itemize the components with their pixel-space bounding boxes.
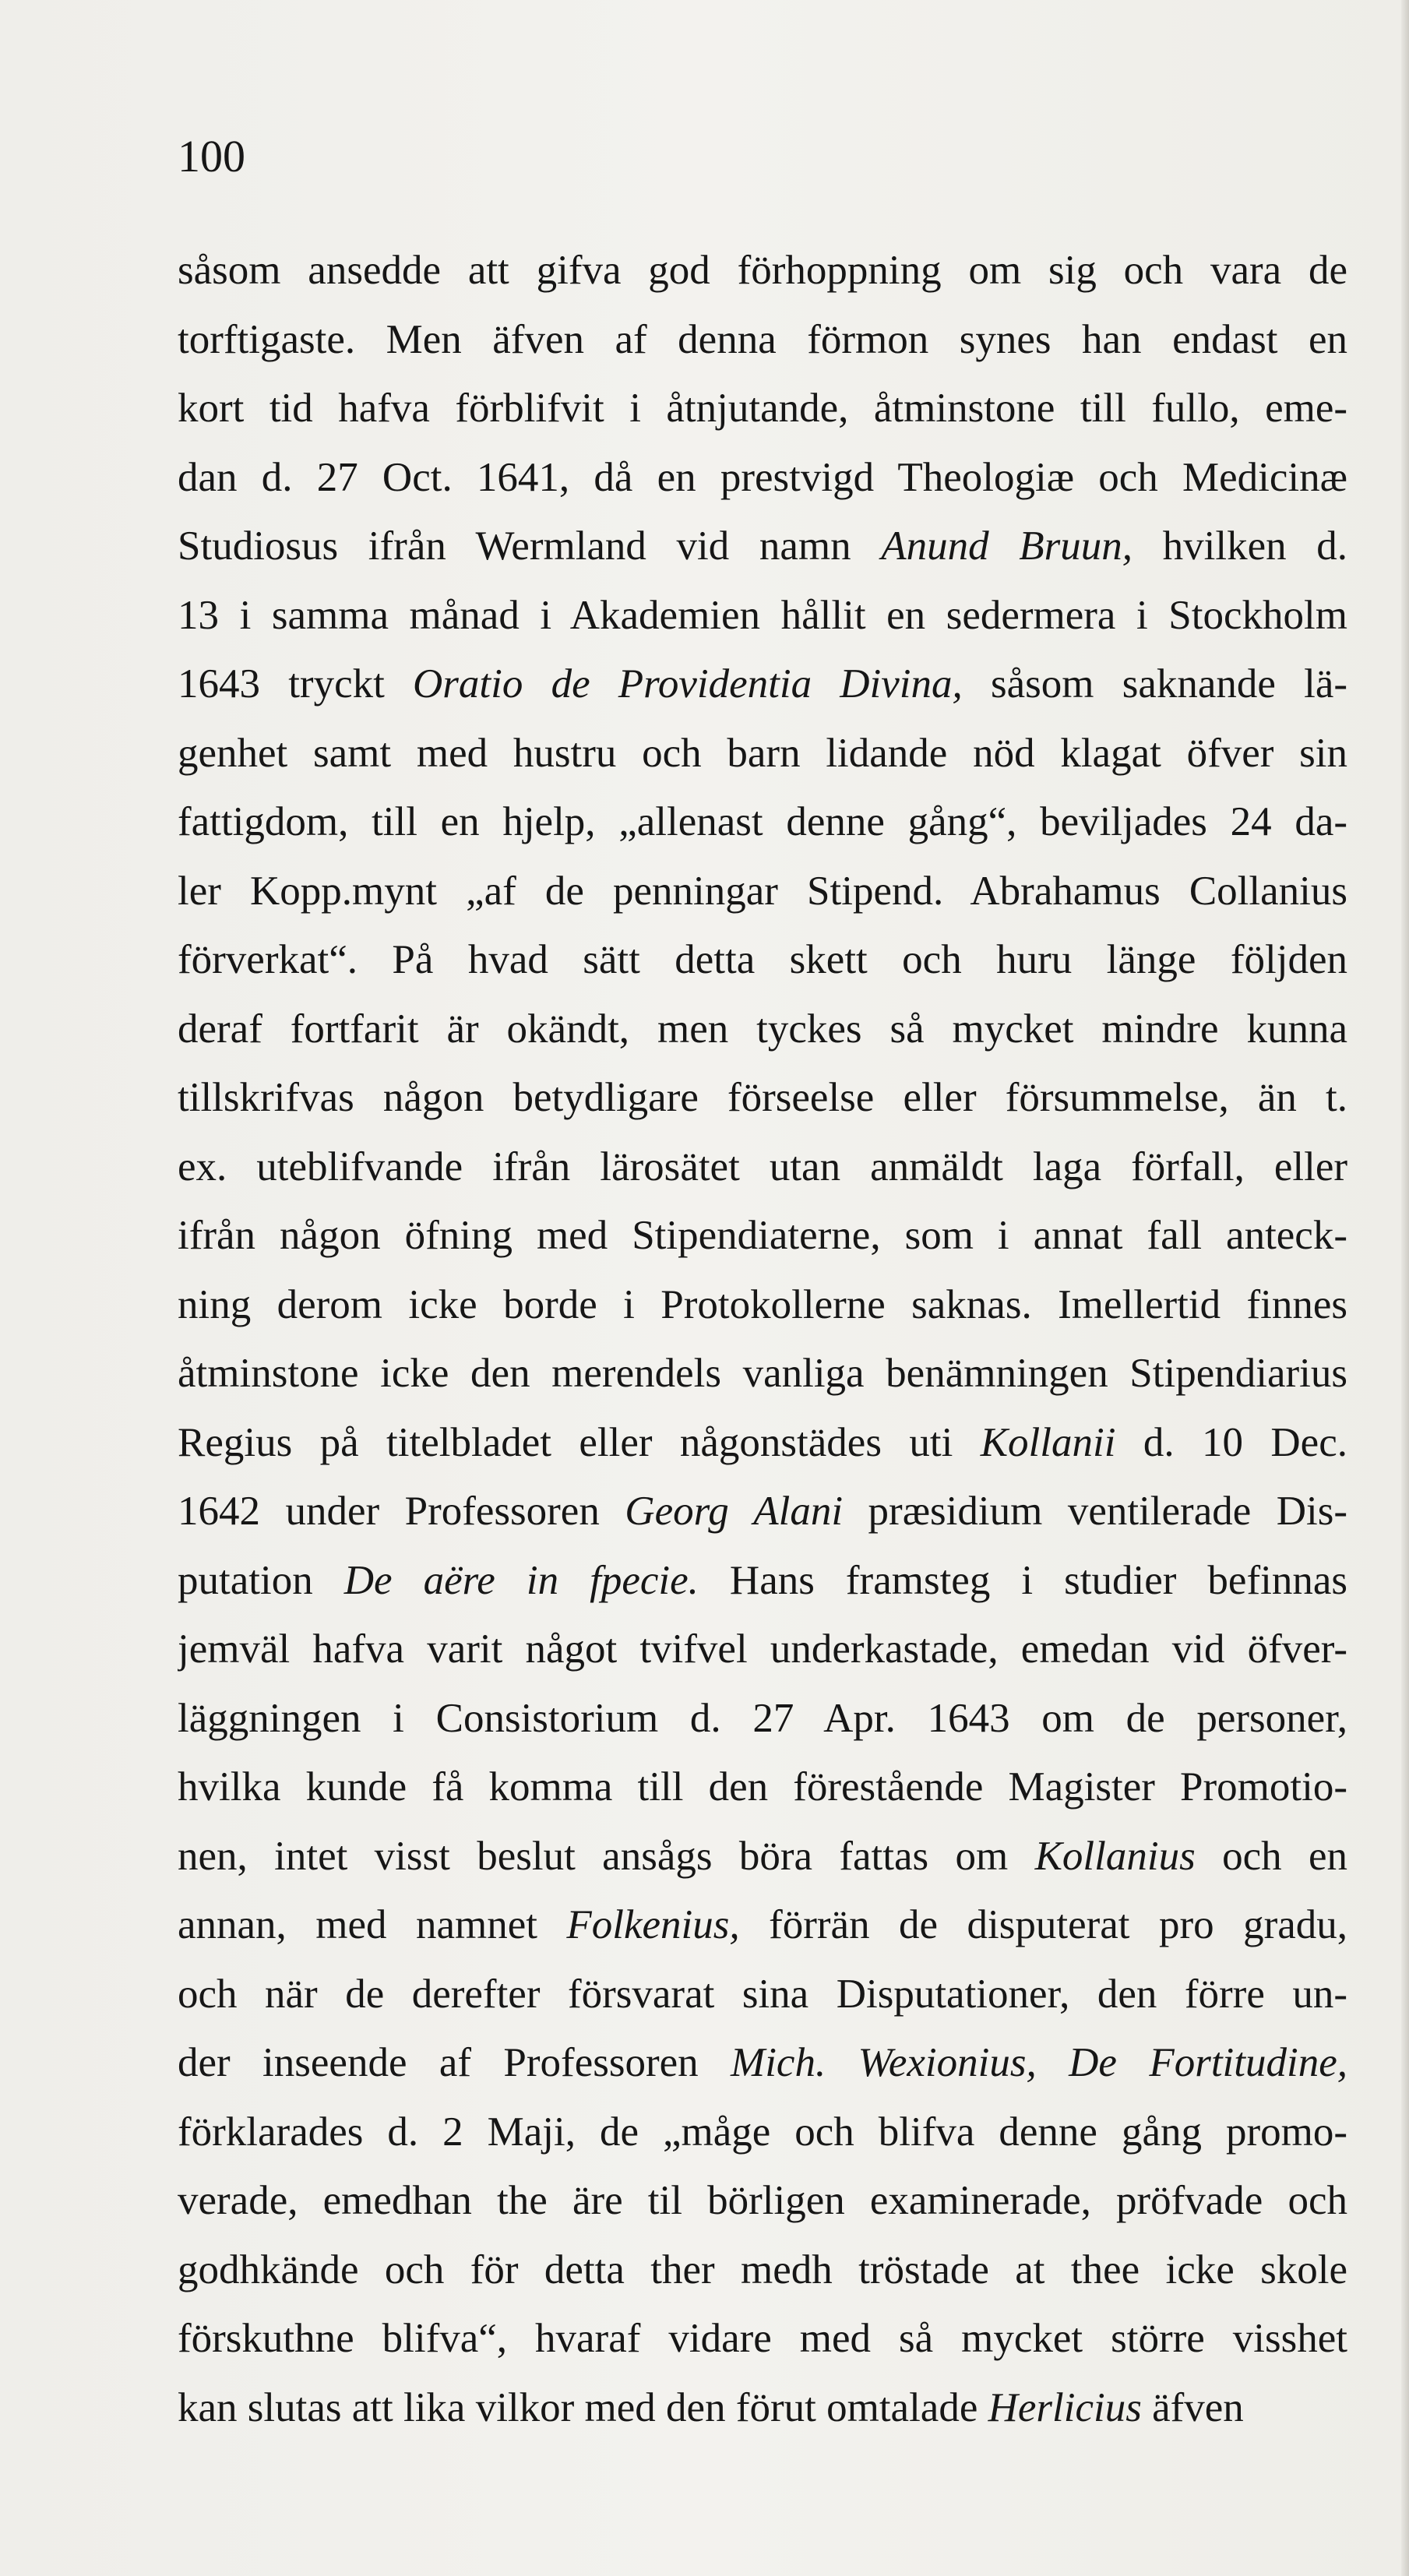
text-run: 1642 under Professoren bbox=[178, 1489, 625, 1534]
text-line bbox=[178, 857, 1347, 926]
text-line bbox=[178, 1270, 1347, 1340]
text-run: verade, emedhan the äre til börligen examinerade, pröfvade och bbox=[178, 2178, 1347, 2223]
text-line bbox=[178, 1339, 1347, 1408]
text-run: såsom saknande lä- bbox=[962, 661, 1347, 707]
text-run: annan, med namnet bbox=[178, 1902, 567, 1947]
text-line bbox=[178, 788, 1347, 857]
text-line bbox=[178, 1960, 1347, 2029]
text-line bbox=[178, 925, 1347, 995]
text-line bbox=[178, 1063, 1347, 1133]
text-run: och när de derefter försvarat sina Disputationer, den förre un- bbox=[178, 1971, 1347, 2017]
text-line bbox=[178, 1615, 1347, 1684]
text-run: der inseende af Professoren bbox=[178, 2040, 731, 2085]
text-line bbox=[178, 1408, 1347, 1478]
text-run: hvilken d. bbox=[1132, 523, 1347, 569]
text-line bbox=[178, 1891, 1347, 1960]
text-line bbox=[178, 512, 1347, 581]
text-line bbox=[178, 236, 1347, 305]
text-run: förklarades d. 2 Maji, de „måge och blifva denne gång promo- bbox=[178, 2109, 1347, 2155]
italic-text-run: De aëre in fpecie. bbox=[343, 1557, 699, 1603]
text-run: tillskrifvas någon betydligare förseelse eller försummelse, än t. bbox=[178, 1075, 1347, 1120]
italic-text-run: Kollanii bbox=[980, 1419, 1116, 1465]
text-run: godhkände och för detta ther medh tröstade at thee icke skole bbox=[178, 2247, 1347, 2292]
text-run: kort tid hafva förblifvit i åtnjutande, åtminstone till fullo, eme- bbox=[178, 386, 1347, 431]
text-line bbox=[178, 2304, 1347, 2373]
text-run: ex. uteblifvande ifrån lärosätet utan anmäldt laga förfall, eller bbox=[178, 1144, 1347, 1189]
text-line bbox=[178, 1822, 1347, 1891]
text-line bbox=[178, 1201, 1347, 1270]
text-run: Regius på titelbladet eller någonstädes uti bbox=[178, 1419, 981, 1465]
text-run: torftigaste. Men äfven af denna förmon synes han endast en bbox=[178, 316, 1347, 362]
text-line bbox=[178, 581, 1347, 650]
text-line bbox=[178, 1133, 1347, 1202]
text-line bbox=[178, 2236, 1347, 2305]
text-run: dan d. 27 Oct. 1641, då en prestvigd Theologiæ och Medicinæ bbox=[178, 454, 1347, 500]
text-line bbox=[178, 1753, 1347, 1822]
text-run: 1643 tryckt bbox=[178, 661, 414, 707]
text-run: äfven bbox=[1141, 2384, 1244, 2430]
text-run: Hans framsteg i studier befinnas bbox=[698, 1557, 1347, 1603]
text-line bbox=[178, 1477, 1347, 1546]
text-line bbox=[178, 995, 1347, 1064]
page-edge-shadow bbox=[1401, 0, 1409, 2576]
italic-text-run: Kollanius bbox=[1034, 1833, 1196, 1879]
italic-text-run: Oratio de Providentia Divina, bbox=[413, 661, 963, 707]
italic-text-run: Anund Bruun, bbox=[881, 523, 1133, 569]
page-number: 100 bbox=[178, 131, 245, 181]
text-run: fattigdom, till en hjelp, „allenast denne gång“, beviljades 24 da- bbox=[178, 799, 1347, 844]
text-run: läggningen i Consistorium d. 27 Apr. 1643 om de personer, bbox=[178, 1695, 1347, 1741]
text-run: 13 i samma månad i Akademien hållit en sedermera i Stockholm bbox=[178, 592, 1347, 638]
text-line bbox=[178, 374, 1347, 443]
text-run: jemväl hafva varit något tvifvel underkastade, emedan vid öfver- bbox=[178, 1626, 1347, 1672]
italic-text-run: Herlicius bbox=[988, 2384, 1142, 2430]
text-line bbox=[178, 1546, 1347, 1616]
text-run: och en bbox=[1195, 1833, 1347, 1879]
text-line bbox=[178, 1684, 1347, 1753]
text-run: hvilka kunde få komma till den förestående Magister Promotio- bbox=[178, 1764, 1347, 1810]
text-line bbox=[178, 2028, 1347, 2098]
italic-text-run: Georg Alani bbox=[625, 1489, 844, 1534]
text-run: genhet samt med hustru och barn lidande nöd klagat öfver sin bbox=[178, 730, 1347, 776]
text-line bbox=[178, 2098, 1347, 2167]
text-line bbox=[178, 2166, 1347, 2236]
text-run: d. 10 Dec. bbox=[1115, 1419, 1347, 1465]
text-run: såsom ansedde att gifva god förhoppning om sig och vara de bbox=[178, 248, 1347, 293]
text-run: Studiosus ifrån Wermland vid namn bbox=[178, 523, 882, 569]
text-line bbox=[178, 650, 1347, 719]
text-run: ler Kopp.mynt „af de penningar Stipend. Abrahamus Collanius bbox=[178, 868, 1347, 914]
text-run: nen, intet visst beslut ansågs böra fattas om bbox=[178, 1833, 1035, 1879]
italic-text-run: Folkenius, bbox=[566, 1902, 740, 1947]
text-run: förverkat“. På hvad sätt detta skett och huru länge följden bbox=[178, 937, 1347, 982]
text-line bbox=[178, 443, 1347, 513]
text-run: åtminstone icke den merendels vanliga benämningen Stipendiarius bbox=[178, 1351, 1347, 1396]
text-line bbox=[178, 2373, 1347, 2443]
text-run: förskuthne blifva“, hvaraf vidare med så mycket större visshet bbox=[178, 2316, 1347, 2361]
text-line bbox=[178, 305, 1347, 375]
text-run: ifrån någon öfning med Stipendiaterne, som i annat fall anteck- bbox=[178, 1213, 1347, 1258]
text-run: kan slutas att lika vilkor med den förut omtalade bbox=[178, 2384, 988, 2430]
text-run: förrän de disputerat pro gradu, bbox=[739, 1902, 1347, 1947]
text-run: præsidium ventilerade Dis- bbox=[843, 1489, 1347, 1534]
text-line bbox=[178, 719, 1347, 788]
italic-text-run: Mich. Wexionius, De Fortitudine, bbox=[731, 2040, 1347, 2085]
body-paragraph bbox=[178, 236, 1347, 2442]
text-run: putation bbox=[178, 1557, 344, 1603]
text-run: ning derom icke borde i Protokollerne saknas. Imellertid finnes bbox=[178, 1281, 1347, 1327]
text-run: deraf fortfarit är okändt, men tyckes så mycket mindre kunna bbox=[178, 1006, 1347, 1052]
